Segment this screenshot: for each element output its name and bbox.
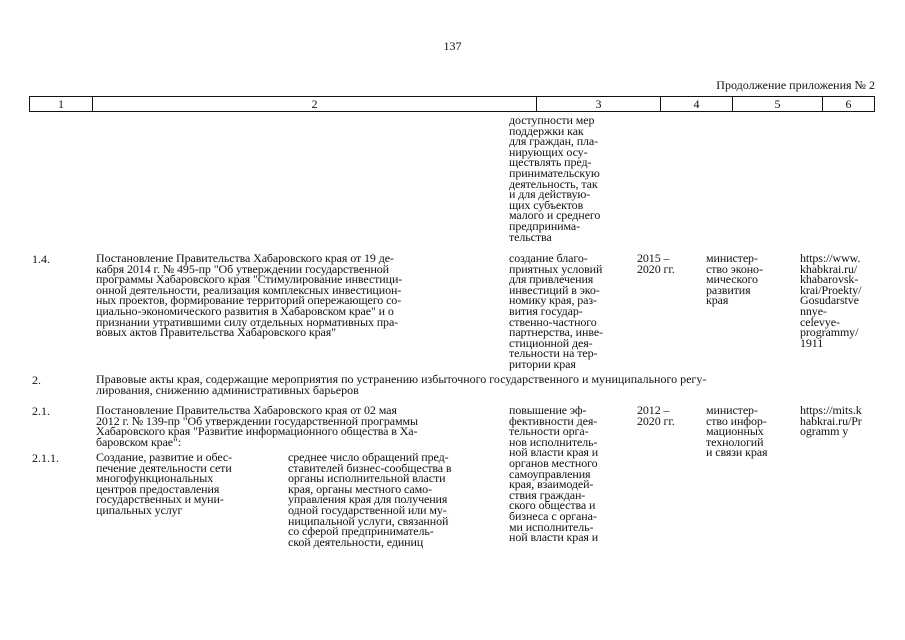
- header-col-2: 2: [92, 97, 536, 111]
- act-period: 2012 – 2020 гг.: [637, 403, 675, 428]
- act-link: https://mits.k habkrai.ru/Pr ogramm y: [800, 403, 862, 439]
- act-goal: создание благо- приятных условий для привлечения инвестиций в эко- номику края, раз- вития государ- ственно-частного партнерства, инве- стиционной дея- тельности на тер- ритории края: [509, 251, 603, 371]
- row-number: 1.4.: [32, 252, 50, 266]
- row-number: 2.1.: [32, 404, 50, 418]
- header-col-5: 5: [732, 97, 822, 111]
- header-col-4: 4: [660, 97, 732, 111]
- section-number: 2.: [32, 373, 41, 387]
- act-title: Постановление Правительства Хабаровского края от 02 мая 2012 г. № 139-пр "Об утверждении государственной программы Хабаровского края "Развитие информационного общества в Ха- баровском крае":: [96, 403, 418, 449]
- act-link: https://www. khabkrai.ru/ khabarovsk- krai/Proekty/ Gosudarstve nnye- celevye- programmy/ 1911: [800, 251, 862, 350]
- header-col-1: 1: [58, 97, 64, 111]
- measure-title: Создание, развитие и обес- печение деятельности сети многофункциональных центров предоставления государственных и муни- ципальных услуг: [96, 450, 232, 517]
- section-title: Правовые акты края, содержащие мероприятия по устранению избыточного государственного и муниципального регу- лирования, снижению административных барьеров: [96, 372, 707, 397]
- measure-indicator: среднее число обращений пред- ставителей бизнес-сообщества в органы исполнительной власти края, органы местного само- управления края для получения одной государственной или му- ниципальной услуги, связанной со сферой предприниматель- ской деятельности, единиц: [288, 450, 452, 549]
- header-col-6: 6: [822, 97, 874, 111]
- act-title: Постановление Правительства Хабаровского края от 19 де- кабря 2014 г. № 495-пр "Об утверждении государственной программы Хабаровского края "Стимулирование инвестици- онной деятельности, реализация комплексных инвестицион- ных проектов, формирование территорий опережающего со- циально-экономического развития в Хабаровском крае" и о признании утратившими силу отдельных нормативных пра- вовых актов Правительства Хабаровского края": [96, 251, 403, 340]
- top-fragment-goal: доступности мер поддержки как для граждан, пла- нирующих осу- ществлять пред- принимательскую деятельность, так и для действую- щих субъектов малого и среднего предпринима- тельства: [509, 113, 601, 244]
- header-col-3: 3: [536, 97, 660, 111]
- page-number: 137: [443, 39, 462, 53]
- act-period: 2015 – 2020 гг.: [637, 251, 675, 276]
- act-responsible: министер- ство эконо- мического развития края: [706, 251, 763, 308]
- table-header-row: [29, 96, 875, 112]
- act-responsible: министер- ство инфор- мационных технологий и связи края: [706, 403, 768, 460]
- row-number: 2.1.1.: [32, 451, 59, 465]
- act-goal: повышение эф- фективности дея- тельности орга- нов исполнитель- ной власти края и органов местного самоуправления края, взаимодей- ствия граждан- ского общества и бизнеса с органа- ми исполнитель- ной власти края и: [509, 403, 599, 545]
- continuation-caption: Продолжение приложения № 2: [716, 78, 875, 92]
